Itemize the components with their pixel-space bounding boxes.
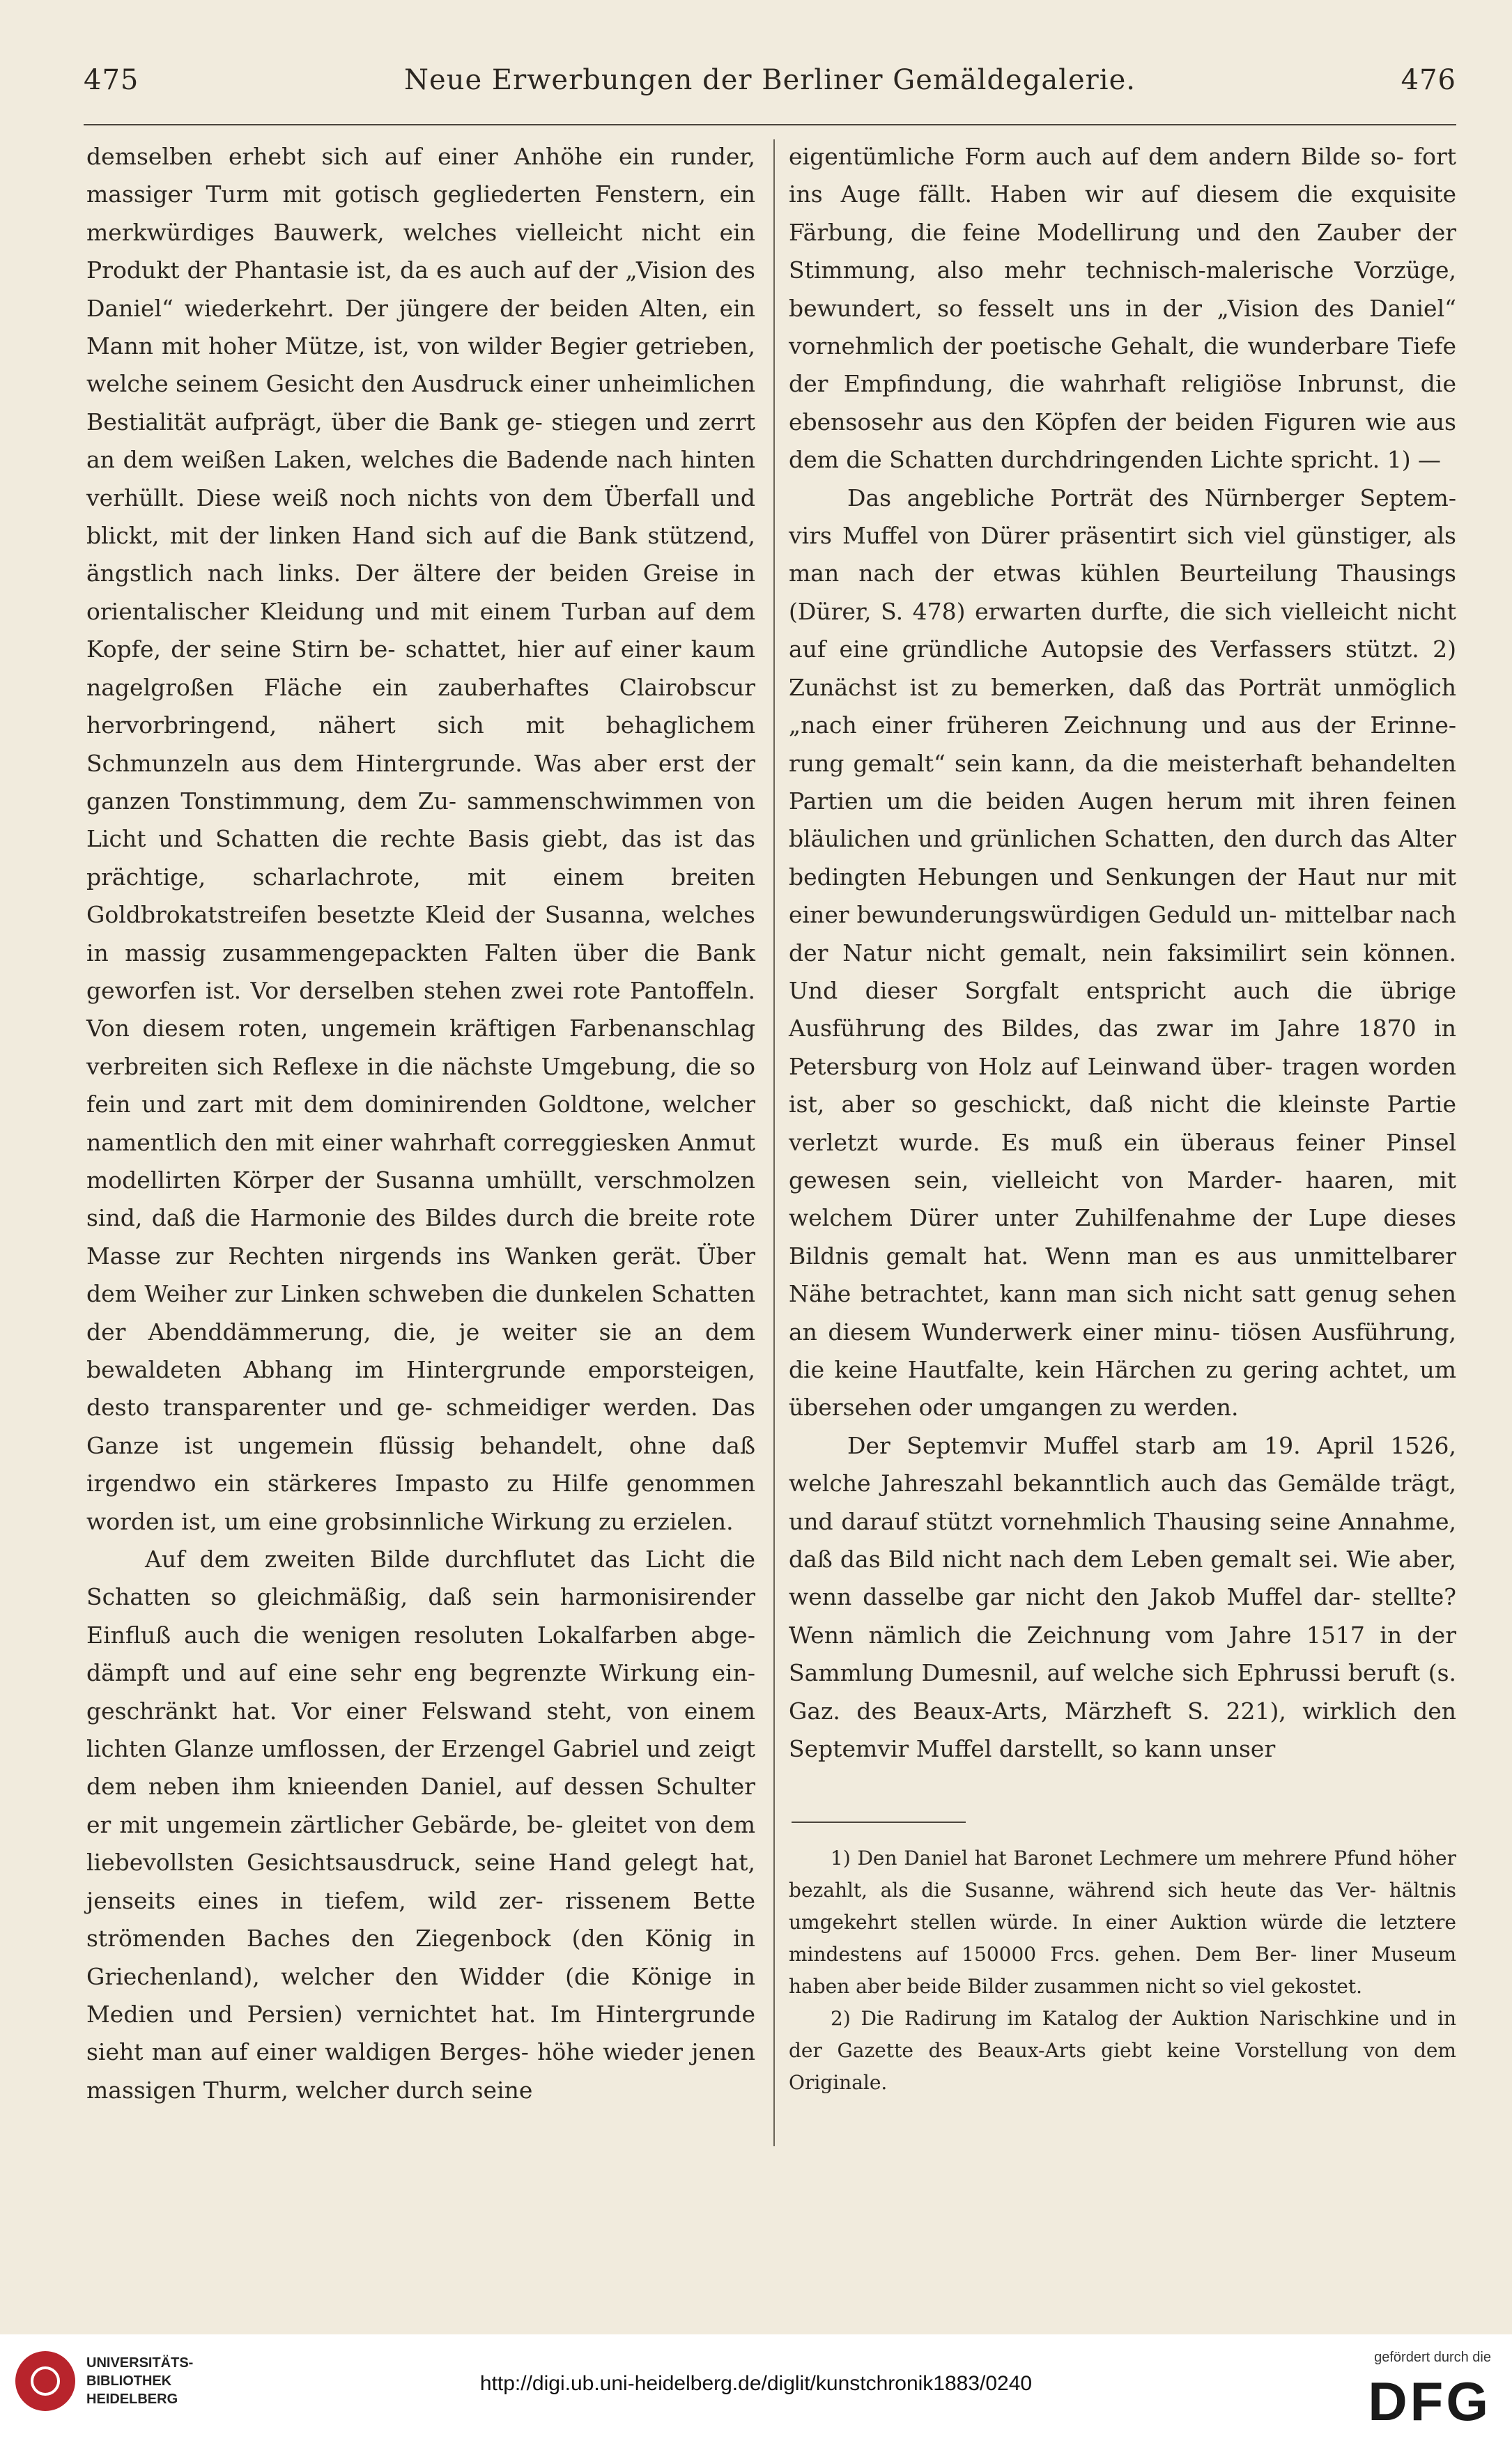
footnote-rule [792, 1822, 966, 1823]
permalink-url[interactable]: http://digi.ub.uni-heidelberg.de/diglit/kunstchronik1883/0240 [479, 2372, 1033, 2395]
right-column [789, 138, 1456, 1768]
digitization-footer [0, 2334, 1512, 2441]
library-name-line: BIBLIOTHEK [86, 2373, 172, 2389]
footnote: 2) Die Radirung im Katalog der Auktion Narischkine und in der Gazette des Beaux-Arts giebt keine Vorstellung von dem Originale. [789, 2007, 1456, 2094]
funding-note: gefördert durch die [1374, 2350, 1491, 2365]
library-name-line: HEIDELBERG [86, 2392, 178, 2407]
paragraph: eigentümliche Form auch auf dem andern Bilde so- fort ins Auge fällt. Haben wir auf diesem die exquisite Färbung, die feine Modellirung und den Zauber der Stimmung, also mehr technisch-malerische Vorzüge, bewundert, so fesselt uns in der „Vision des Daniel“ vornehmlich der poetische Gehalt, die wunderbare Tiefe der Empfindung, die wahrhaft religiöse Inbrunst, die ebensosehr aus den Köpfen der beiden Figuren wie aus dem die Schatten durchdringenden Lichte spricht. 1) — [789, 143, 1456, 474]
dfg-logo: DFG [1368, 2371, 1491, 2432]
page-number-left: 475 [84, 64, 139, 96]
footnote: 1) Den Daniel hat Baronet Lechmere um mehrere Pfund höher bezahlt, als die Susanne, während sich heute das Ver- hältnis umgekehrt stellen würde. In einer Auktion würde die letztere mindestens auf 150000 Frcs. gehen. Dem Ber- liner Museum haben aber beide Bilder zusammen nicht so viel gekostet. [789, 1847, 1456, 1998]
paragraph: Auf dem zweiten Bilde durchflutet das Licht die Schatten so gleichmäßig, daß sein harmonisirender Einfluß auch die wenigen resoluten Lokalfarben abge- dämpft und auf eine sehr eng begrenzte Wirkung ein- geschränkt hat. Vor einer Felswand steht, von einem lichten Glanze umflossen, der Erzengel Gabriel und zeigt dem neben ihm knieenden Daniel, auf dessen Schulter er mit ungemein zärtlicher Gebärde, be- gleitet von dem liebevollsten Gesichtsausdruck, seine Hand gelegt hat, jenseits eines in tiefem, wild zer- rissenem Bette strömenden Baches den Ziegenbock (den König in Griechenland), welcher den Widder (die Könige in Medien und Persien) vernichtet hat. Im Hintergrunde sieht man auf einer waldigen Berges- höhe wieder jenen massigen Thurm, welcher durch seine [86, 1546, 755, 2104]
footnotes [789, 1842, 1456, 2099]
library-name-line: UNIVERSITÄTS- [86, 2355, 194, 2371]
page-header [84, 64, 1456, 113]
running-title: Neue Erwerbungen der Berliner Gemäldegalerie. [404, 64, 1136, 96]
page-number-right: 476 [1401, 64, 1456, 96]
paragraph: Der Septemvir Muffel starb am 19. April 1526, welche Jahreszahl bekanntlich auch das Gemälde trägt, und darauf stützt vornehmlich Thausing seine Annahme, daß das Bild nicht nach dem Leben gemalt sei. Wie aber, wenn dasselbe gar nicht den Jakob Muffel dar- stellte? Wenn nämlich die Zeichnung vom Jahre 1517 in der Sammlung Dumesnil, auf welche sich Ephrussi beruft (s. Gaz. des Beaux-Arts, Märzheft S. 221), wirklich den Septemvir Muffel darstellt, so kann unser [789, 1431, 1456, 1763]
column-divider [773, 139, 775, 2146]
paragraph: Das angebliche Porträt des Nürnberger Septem- virs Muffel von Dürer präsentirt sich viel günstiger, als man nach der etwas kühlen Beurteilung Thausings (Dürer, S. 478) erwarten durfte, die sich vielleicht nicht auf eine gründliche Autopsie des Verfassers stützt. 2) Zunächst ist zu bemerken, daß das Porträt unmöglich „nach einer früheren Zeichnung und aus der Erinne- rung gemalt“ sein kann, da die meisterhaft behandelten Partien um die beiden Augen herum mit ihren feinen bläulichen und grünlichen Schatten, den durch das Alter bedingten Hebungen und Senkungen der Haut nur mit einer bewunderungswürdigen Geduld un- mittelbar nach der Natur nicht gemalt, nein faksimilirt sein können. Und dieser Sorgfalt entspricht auch die übrige Ausführung des Bildes, das zwar im Jahre 1870 in Petersburg von Holz auf Leinwand über- tragen worden ist, aber so geschickt, daß nicht die kleinste Partie verletzt wurde. Es muß ein überaus feiner Pinsel gewesen sein, vielleicht von Marder- haaren, mit welchem Dürer unter Zuhilfenahme der Lupe dieses Bildnis gemalt hat. Wenn man es aus unmittelbarer Nähe betrachtet, kann man sich nicht satt genug sehen an diesem Wunderwerk einer minu- tiösen Ausführung, die keine Hautfalte, kein Härchen zu gering achtet, um übersehen oder umgangen zu werden. [789, 484, 1456, 1422]
left-column [86, 138, 755, 2109]
paragraph: demselben erhebt sich auf einer Anhöhe ein runder, massiger Turm mit gotisch gegliederten Fenstern, ein merkwürdiges Bauwerk, welches vielleicht nicht ein Produkt der Phantasie ist, da es auch auf der „Vision des Daniel“ wiederkehrt. Der jüngere der beiden Alten, ein Mann mit hoher Mütze, ist, von wilder Begier getrieben, welche seinem Gesicht den Ausdruck einer unheimlichen Bestialität aufprägt, über die Bank ge- stiegen und zerrt an dem weißen Laken, welches die Badende nach hinten verhüllt. Diese weiß noch nichts von dem Überfall und blickt, mit der linken Hand sich auf die Bank stützend, ängstlich nach links. Der ältere der beiden Greise in orientalischer Kleidung und mit einem Turban auf dem Kopfe, der seine Stirn be- schattet, hier auf einer kaum nagelgroßen Fläche ein zauberhaftes Clairobscur hervorbringend, nähert sich mit behaglichem Schmunzeln aus dem Hintergrunde. Was aber erst der ganzen Tonstimmung, dem Zu- sammenschwimmen von Licht und Schatten die rechte Basis giebt, das ist das prächtige, scharlachrote, mit einem breiten Goldbrokatstreifen besetzte Kleid der Susanna, welches in massig zusammengepackten Falten über die Bank geworfen ist. Vor derselben stehen zwei rote Pantoffeln. Von diesem roten, ungemein kräftigen Farbenanschlag verbreiten sich Reflexe in die nächste Umgebung, die so fein und zart mit dem dominirenden Goldtone, welcher namentlich den mit einer wahrhaft correggiesken Anmut modellirten Körper der Susanna umhüllt, verschmolzen sind, daß die Harmonie des Bildes durch die breite rote Masse zur Rechten nirgends ins Wanken gerät. Über dem Weiher zur Linken schweben die dunkelen Schatten der Abenddämmerung, die, je weiter sie an dem bewaldeten Abhang im Hintergrunde emporsteigen, desto transparenter und ge- schmeidiger werden. Das Ganze ist ungemein flüssig behandelt, ohne daß irgendwo ein stärkeres Impasto zu Hilfe genommen worden ist, um eine grobsinnliche Wirkung zu erzielen. [86, 143, 755, 1535]
header-rule [84, 124, 1456, 125]
